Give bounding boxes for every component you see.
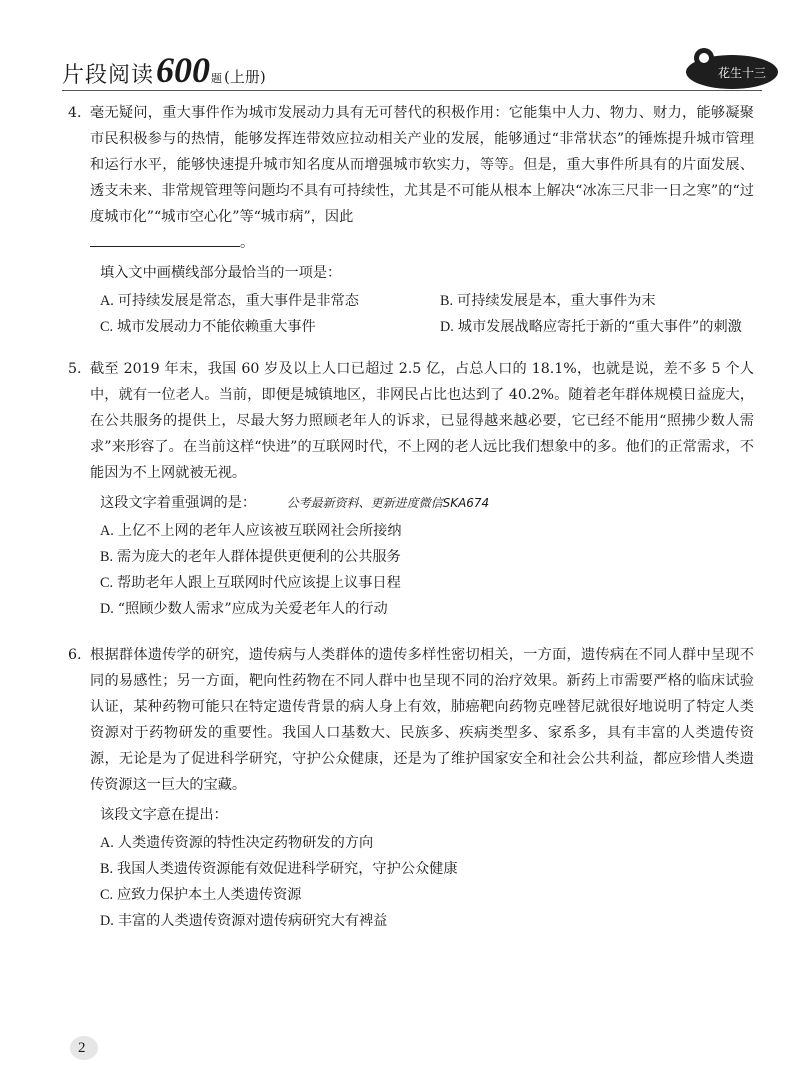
- option-b[interactable]: B. 需为庞大的老年人群体提供更便利的公共服务: [100, 549, 401, 565]
- question-text: 根据群体遗传学的研究，遗传病与人类群体的遗传多样性密切相关，一方面，遗传病在不同人群中呈现不同的易感性；另一方面，靶向性药物在不同人群中也呈现不同的治疗效果。新药上市需要严格的临床试验认证，某种药物可能只在特定遗传背景的病人身上有效，肺癌靶向药物克唑替尼就很好地说明了特定人类资源对于药物研发的重要性。我国人口基数大、民族多、疾病类型多、家系多，具有丰富的人类遗传资源，无论是为了促进科学研究，守护公众健康，还是为了维护国家安全和社会公共利益，都应珍惜人类遗传资源这一巨大的宝藏。: [90, 647, 754, 793]
- prompt-text: 这段文字着重强调的是：: [100, 495, 257, 511]
- option-list: [100, 830, 754, 934]
- title-main: 片段阅读: [62, 63, 155, 88]
- question-number: 6.: [68, 647, 82, 663]
- question-prompt: [100, 490, 754, 516]
- option-c[interactable]: C. 帮助老年人跟上互联网时代应该提上议事日程: [100, 575, 401, 591]
- option-c[interactable]: C. 城市发展动力不能依赖重大事件: [100, 319, 316, 335]
- option-list: [100, 518, 754, 622]
- header-rule: [62, 90, 762, 91]
- brand-logo: [682, 44, 782, 94]
- book-title: [62, 52, 266, 89]
- option-b[interactable]: B. 我国人类遗传资源能有效促进科学研究，守护公众健康: [100, 861, 458, 877]
- option-a[interactable]: A. 人类遗传资源的特性决定药物研发的方向: [100, 835, 374, 851]
- question-prompt: 该段文字意在提出：: [100, 807, 228, 823]
- answer-blank: [90, 232, 240, 247]
- question-text: [90, 100, 754, 256]
- option-d[interactable]: D. “照顾少数人需求”应成为关爱老年人的行动: [100, 601, 388, 617]
- logo-text: 花生十三: [718, 66, 767, 80]
- question-5: [68, 356, 754, 622]
- option-a[interactable]: A. 可持续发展是常态，重大事件是非常态: [100, 293, 359, 309]
- option-d[interactable]: D. 丰富的人类遗传资源对遗传病研究大有裨益: [100, 913, 388, 929]
- option-b[interactable]: B. 可持续发展是本，重大事件为末: [440, 293, 656, 309]
- option-c[interactable]: C. 应致力保护本土人类遗传资源: [100, 887, 302, 903]
- page-number: 2: [78, 1040, 86, 1056]
- option-list: [100, 288, 754, 340]
- title-sup: 题: [211, 72, 223, 85]
- question-4: [68, 100, 754, 340]
- question-text: 截至 2019 年末，我国 60 岁及以上人口已超过 2.5 亿，占总人口的 18.1%，也就是说，差不多 5 个人中，就有一位老人。当前，即便是城镇地区，非网民占比也达到了 40.2%。随着老年群体规模日益庞大，在公共服务的提供上，尽最大努力照顾老年人的诉求，已显得越来越必要，它已经不能用“照拂少数人需求”来形容了。在当前这样“快进”的互联网时代，不上网的老人远比我们想象中的多。他们的正常需求，不能因为不上网就被无视。: [90, 361, 754, 481]
- question-number: 4.: [68, 105, 82, 121]
- watermark-text: 公考最新资料、更新进度微信SKA674: [286, 496, 490, 510]
- blank-end: 。: [240, 235, 255, 251]
- page-header: [62, 44, 767, 94]
- question-prompt: 填入文中画横线部分最恰当的一项是：: [100, 265, 342, 281]
- title-number: 600: [156, 50, 211, 90]
- option-d[interactable]: D. 城市发展战略应寄托于新的“重大事件”的刺激: [440, 319, 742, 335]
- question-number: 5.: [68, 361, 82, 377]
- question-6: [68, 642, 754, 934]
- question-passage: 毫无疑问，重大事件作为城市发展动力具有无可替代的积极作用：它能集中人力、物力、财力，能够凝聚市民积极参与的热情，能够发挥连带效应拉动相关产业的发展，能够通过“非常状态”的锤炼提升城市管理和运行水平，能够快速提升城市知名度从而增强城市软实力，等等。但是，重大事件所具有的片面发展、透支未来、非常规管理等问题均不具有可持续性，尤其是不可能从根本上解决“冰冻三尺非一日之寒”的“过度城市化”“城市空心化”等“城市病”，因此: [90, 105, 754, 225]
- title-volume: (上册): [224, 68, 266, 86]
- option-a[interactable]: A. 上亿不上网的老年人应该被互联网社会所接纳: [100, 523, 402, 539]
